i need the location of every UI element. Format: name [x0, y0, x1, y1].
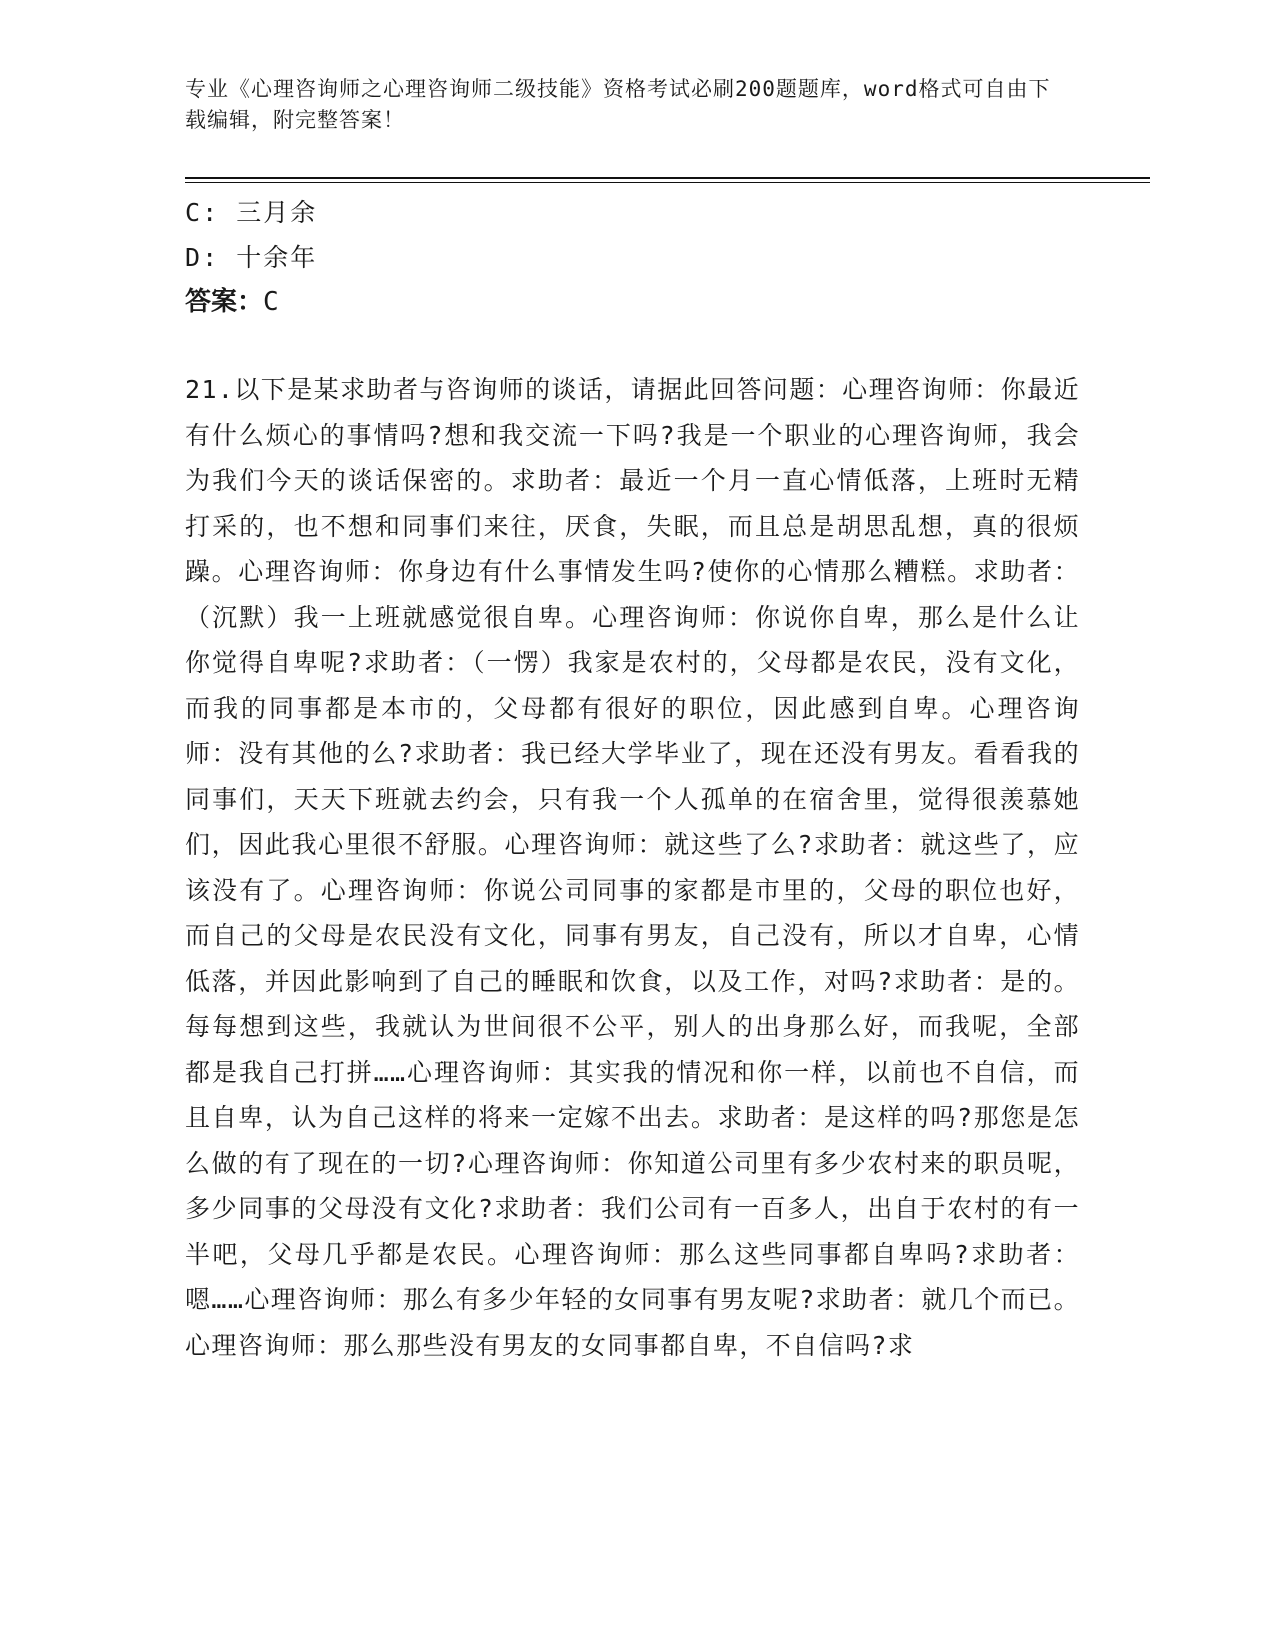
option-letter: C	[185, 198, 203, 227]
option-text: 三月余	[236, 198, 318, 227]
header-divider-thick	[185, 177, 1150, 179]
option-c	[185, 190, 1080, 235]
answer-value: C	[263, 287, 279, 317]
question-21	[185, 367, 1080, 1368]
option-separator: :	[202, 243, 220, 272]
page-header	[185, 74, 1065, 136]
question-number: 21.	[185, 375, 235, 404]
option-separator: :	[202, 198, 220, 227]
document-body	[185, 190, 1080, 1368]
answer-label: 答案：	[185, 287, 264, 317]
option-d	[185, 235, 1080, 280]
header-divider-thin	[185, 182, 1150, 183]
option-text: 十余年	[236, 243, 318, 272]
header-title: 专业《心理咨询师之心理咨询师二级技能》资格考试必刷200题题库，word格式可自由下载编辑，附完整答案！	[185, 77, 1051, 132]
option-letter: D	[185, 243, 203, 272]
question-text: 以下是某求助者与咨询师的谈话，请据此回答问题：心理咨询师：你最近有什么烦心的事情吗?想和我交流一下吗?我是一个职业的心理咨询师，我会为我们今天的谈话保密的。求助者：最近一个月一直心情低落，上班时无精打采的，也不想和同事们来往，厌食，失眠，而且总是胡思乱想，真的很烦躁。心理咨询师：你身边有什么事情发生吗?使你的心情那么糟糕。求助者：（沉默）我一上班就感觉很自卑。心理咨询师：你说你自卑，那么是什么让你觉得自卑呢?求助者：（一愣）我家是农村的，父母都是农民，没有文化，而我的同事都是本市的，父母都有很好的职位，因此感到自卑。心理咨询师：没有其他的么?求助者：我已经大学毕业了，现在还没有男友。看看我的同事们，天天下班就去约会，只有我一个人孤单的在宿舍里，觉得很羡慕她们，因此我心里很不舒服。心理咨询师：就这些了么?求助者：就这些了，应该没有了。心理咨询师：你说公司同事的家都是市里的，父母的职位也好，而自己的父母是农民没有文化，同事有男友，自己没有，所以才自卑，心情低落，并因此影响到了自己的睡眠和饮食，以及工作，对吗?求助者：是的。每每想到这些，我就认为世间很不公平，别人的出身那么好，而我呢，全部都是我自己打拼……心理咨询师：其实我的情况和你一样，以前也不自信，而且自卑，认为自己这样的将来一定嫁不出去。求助者：是这样的吗?那您是怎么做的有了现在的一切?心理咨询师：你知道公司里有多少农村来的职员呢，多少同事的父母没有文化?求助者：我们公司有一百多人，出自于农村的有一半吧，父母几乎都是农民。心理咨询师：那么这些同事都自卑吗?求助者：嗯……心理咨询师：那么有多少年轻的女同事有男友呢?求助者：就几个而已。心理咨询师：那么那些没有男友的女同事都自卑，不自信吗?求	[185, 375, 1080, 1360]
answer-line	[185, 280, 1080, 325]
